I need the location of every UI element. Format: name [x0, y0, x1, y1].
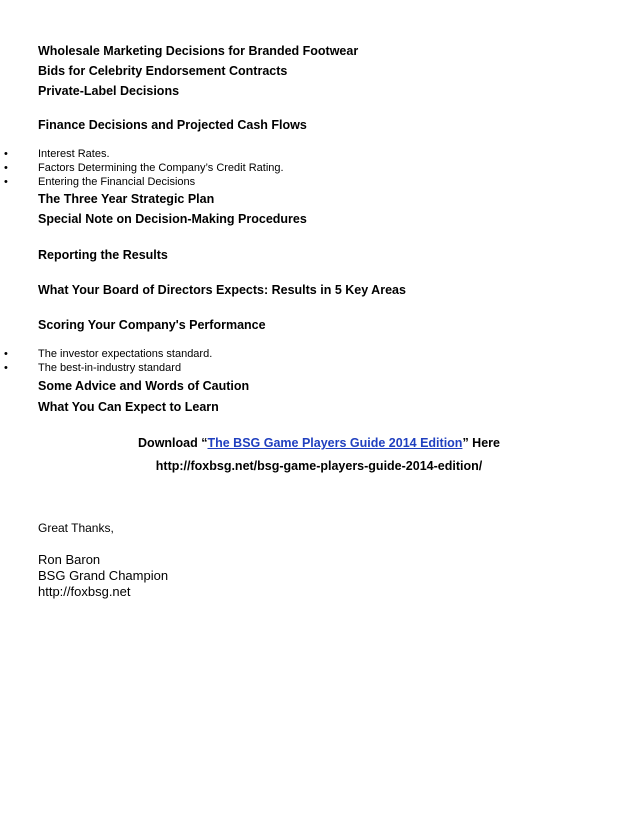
list-item: Entering the Financial Decisions	[38, 176, 196, 188]
list-item: The investor expectations standard.	[38, 348, 213, 360]
signature-name: Ron Baron	[38, 552, 101, 567]
heading-reporting: Reporting the Results	[38, 248, 168, 262]
list-item: Factors Determining the Company’s Credit Rating.	[38, 162, 284, 174]
guide-link[interactable]: The BSG Game Players Guide 2014 Edition	[207, 436, 463, 450]
bullet-icon: •	[4, 148, 8, 160]
heading-scoring: Scoring Your Company's Performance	[38, 318, 266, 332]
download-line	[0, 436, 638, 450]
heading-special-note: Special Note on Decision-Making Procedures	[38, 212, 307, 226]
bullet-icon: •	[4, 176, 8, 188]
list-item: The best-in-industry standard	[38, 362, 182, 374]
heading-celebrity: Bids for Celebrity Endorsement Contracts	[38, 64, 288, 78]
heading-learn: What You Can Expect to Learn	[38, 400, 219, 414]
heading-wholesale: Wholesale Marketing Decisions for Branded Footwear	[38, 44, 359, 58]
heading-private-label: Private-Label Decisions	[38, 84, 180, 98]
download-url: http://foxbsg.net/bsg-game-players-guide-2014-edition/	[155, 459, 483, 473]
bullet-icon: •	[4, 362, 8, 374]
heading-advice: Some Advice and Words of Caution	[38, 379, 250, 393]
heading-board-expects: What Your Board of Directors Expects: Results in 5 Key Areas	[38, 283, 406, 297]
bullet-icon: •	[4, 162, 8, 174]
signature-website: http://foxbsg.net	[38, 584, 131, 599]
heading-finance: Finance Decisions and Projected Cash Flows	[38, 118, 307, 132]
closing-thanks: Great Thanks,	[38, 521, 114, 535]
bullet-icon: •	[4, 348, 8, 360]
download-suffix: ” Here	[462, 436, 500, 450]
heading-three-year-plan: The Three Year Strategic Plan	[38, 192, 215, 206]
list-item: Interest Rates.	[38, 148, 110, 160]
signature-title: BSG Grand Champion	[38, 568, 169, 583]
download-prefix: Download “	[138, 436, 208, 450]
